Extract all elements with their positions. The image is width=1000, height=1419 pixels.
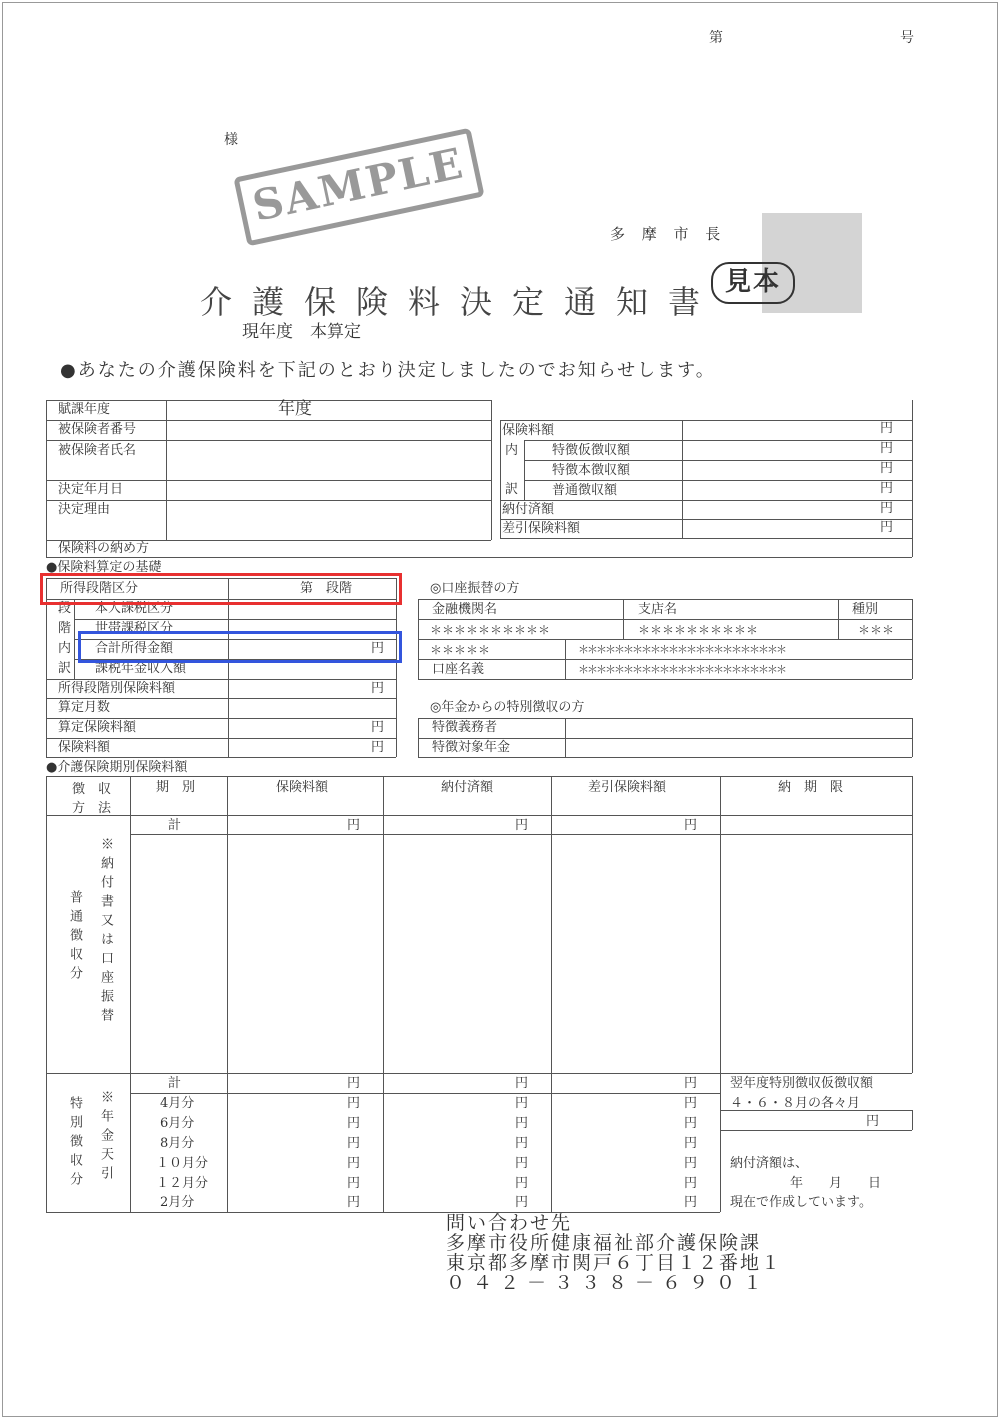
- dan-label: 段: [58, 601, 72, 616]
- month-row-label: 8月分: [160, 1136, 195, 1151]
- osamekata-label: 保険料の納め方: [58, 541, 150, 556]
- toku-kei-label: 計: [168, 1076, 182, 1091]
- wake-label: 訳: [58, 661, 72, 676]
- yen-unit: 円: [371, 681, 385, 696]
- document-title: 介護保険料決定通知書: [200, 283, 721, 321]
- yen-unit: 円: [684, 1136, 698, 1151]
- col-chosyu-hoho: 徴 収 方 法: [72, 782, 112, 816]
- sample-stamp: SAMPLE: [233, 128, 484, 247]
- yen-unit: 円: [880, 441, 894, 456]
- mihon-stamp: 見本: [711, 262, 795, 304]
- month-row-label: 6月分: [160, 1116, 195, 1131]
- mayor-label: 多 摩 市 長: [610, 225, 727, 243]
- gokei-shotoku-highlight: [78, 631, 402, 663]
- yokunendo-label: 翌年度特別徴収仮徴収額: [730, 1076, 874, 1091]
- tokucho-hon-label: 特徴本徴収額: [552, 463, 631, 478]
- contact-phone: ０４２－３３８－６９０１: [446, 1272, 771, 1294]
- contact-address: 東京都多摩市関戸６丁目１２番地１: [446, 1252, 783, 1274]
- col-nofu-zumi: 納付済額: [441, 780, 494, 795]
- hihokensha-shimei-label: 被保険者氏名: [58, 443, 137, 458]
- gokei-shotoku-label: 合計所得金額: [95, 641, 174, 656]
- yen-unit: 円: [347, 1136, 361, 1151]
- month-row-label: 2月分: [160, 1195, 195, 1210]
- koza-meigi-label: 口座名義: [432, 662, 485, 677]
- santei-gaku-label: 算定保険料額: [58, 720, 137, 735]
- yen-unit: 円: [684, 1116, 698, 1131]
- tokucho-heading: ◎年金からの特別徴収の方: [430, 700, 585, 715]
- futsu-kei-label: 計: [168, 818, 182, 833]
- yen-unit: 円: [515, 1156, 529, 1171]
- koza-heading: ◎口座振替の方: [430, 581, 520, 596]
- number-prefix: 第: [709, 30, 723, 46]
- tokucho-gimusha-label: 特徴義務者: [432, 720, 498, 735]
- koza-bango-value: ＊＊＊＊＊＊＊＊＊＊＊＊＊＊＊＊＊＊＊＊＊＊＊: [578, 643, 785, 656]
- nofu-note-2: 年 月 日: [790, 1176, 882, 1191]
- futsu-chosyu-label: 普通徴収額: [552, 483, 618, 498]
- month-row-label: １２月分: [156, 1176, 209, 1191]
- yen-unit: 円: [347, 1176, 361, 1191]
- yen-unit: 円: [515, 818, 529, 833]
- dankai-value: 第 段階: [300, 581, 353, 596]
- fuka-nendo-value: 年度: [278, 399, 312, 419]
- tokucho-kari-label: 特徴仮徴収額: [552, 443, 631, 458]
- yen-unit: 円: [347, 1195, 361, 1210]
- yen-unit: 円: [866, 1114, 880, 1129]
- yen-unit: 円: [347, 1096, 361, 1111]
- yen-unit: 円: [684, 1176, 698, 1191]
- shiten-label: 支店名: [638, 602, 678, 617]
- setai-kazei-label: 世帯課税区分: [95, 621, 174, 636]
- yen-unit: 円: [880, 421, 894, 436]
- shotoku-dankai-highlight: [40, 573, 402, 605]
- koza-bango-label: ＊＊＊＊＊: [430, 643, 491, 657]
- fuka-nendo-label: 賦課年度: [58, 402, 111, 417]
- shotoku-dankai-label: 所得段階区分: [60, 581, 139, 596]
- kazei-nenkin-label: 課税年金収入額: [95, 661, 187, 676]
- yen-unit: 円: [515, 1096, 529, 1111]
- shubetsu-label: 種別: [852, 602, 879, 617]
- koza-meigi-value: ＊＊＊＊＊＊＊＊＊＊＊＊＊＊＊＊＊＊＊＊＊＊＊: [578, 663, 785, 676]
- shubetsu-value: ＊＊＊: [858, 623, 895, 637]
- uchi-label: 内: [505, 443, 519, 458]
- yen-unit: 円: [347, 1116, 361, 1131]
- col-hokenryo: 保険料額: [276, 780, 329, 795]
- yen-unit: 円: [371, 641, 385, 656]
- kettei-date-label: 決定年月日: [58, 482, 124, 497]
- hokenryo-label: 保険料額: [58, 740, 111, 755]
- honnin-kazei-label: 本人課税区分: [95, 601, 174, 616]
- kinyu-kikan-label: 金融機関名: [432, 602, 498, 617]
- yen-unit: 円: [515, 1195, 529, 1210]
- yen-unit: 円: [880, 461, 894, 476]
- toku-chosyu-label: 特別徴収分: [67, 1096, 82, 1191]
- yen-unit: 円: [515, 1116, 529, 1131]
- contact-department: 多摩市役所健康福祉部介護保険課: [446, 1232, 762, 1254]
- kai-label: 階: [58, 621, 72, 636]
- toku-note: ※年金天引: [98, 1090, 113, 1185]
- dankai-betsu-label: 所得段階別保険料額: [58, 681, 176, 696]
- yen-unit: 円: [515, 1176, 529, 1191]
- yen-unit: 円: [347, 1156, 361, 1171]
- yen-unit: 円: [684, 1076, 698, 1091]
- wake-label: 訳: [505, 482, 519, 497]
- month-row-label: １０月分: [156, 1156, 209, 1171]
- number-suffix: 号: [900, 30, 914, 46]
- yen-unit: 円: [880, 481, 894, 496]
- yen-unit: 円: [684, 818, 698, 833]
- yen-unit: 円: [371, 740, 385, 755]
- yen-unit: 円: [371, 720, 385, 735]
- yen-unit: 円: [684, 1195, 698, 1210]
- yen-unit: 円: [515, 1076, 529, 1091]
- col-noki: 納 期 限: [778, 780, 844, 795]
- nofu-note-1: 納付済額は、: [730, 1156, 809, 1171]
- yen-unit: 円: [515, 1136, 529, 1151]
- yen-unit: 円: [880, 501, 894, 516]
- yen-unit: 円: [684, 1096, 698, 1111]
- kettei-riyu-label: 決定理由: [58, 502, 111, 517]
- shiten-value: ＊＊＊＊＊＊＊＊＊＊: [638, 623, 759, 637]
- nofu-zumi-label: 納付済額: [502, 502, 555, 517]
- yen-unit: 円: [880, 520, 894, 535]
- col-sahiki: 差引保険料額: [588, 780, 667, 795]
- hokenryo-gaku-label: 保険料額: [502, 423, 555, 438]
- col-kibetsu: 期 別: [156, 780, 196, 795]
- yen-unit: 円: [347, 1076, 361, 1091]
- hihokensha-bango-label: 被保険者番号: [58, 422, 137, 437]
- contact-heading: 問い合わせ先: [446, 1212, 573, 1234]
- futsu-chosyu-label: 普通徴収分: [67, 890, 82, 985]
- kakutsuki-label: ４・６・８月の各々月: [730, 1096, 861, 1111]
- notice-text: ●あなたの介護保険料を下記のとおり決定しましたのでお知らせします。: [60, 360, 716, 381]
- addressee-honorific: 様: [224, 132, 238, 148]
- yen-unit: 円: [684, 1156, 698, 1171]
- yen-unit: 円: [347, 818, 361, 833]
- kinyu-kikan-value: ＊＊＊＊＊＊＊＊＊＊: [430, 623, 551, 637]
- document-subtitle: 現年度 本算定: [242, 322, 361, 342]
- nofu-note-3: 現在で作成しています。: [730, 1195, 872, 1210]
- uchi-label: 内: [58, 641, 72, 656]
- futsu-note: ※納付書又は口座振替: [98, 837, 113, 1027]
- sahiki-label: 差引保険料額: [502, 521, 581, 536]
- santei-tsuki-label: 算定月数: [58, 700, 111, 715]
- basis-heading: ●保険料算定の基礎: [46, 560, 162, 575]
- tokucho-taisho-label: 特徴対象年金: [432, 740, 511, 755]
- month-row-label: 4月分: [160, 1096, 195, 1111]
- kibetsu-heading: ●介護保険期別保険料額: [46, 760, 188, 775]
